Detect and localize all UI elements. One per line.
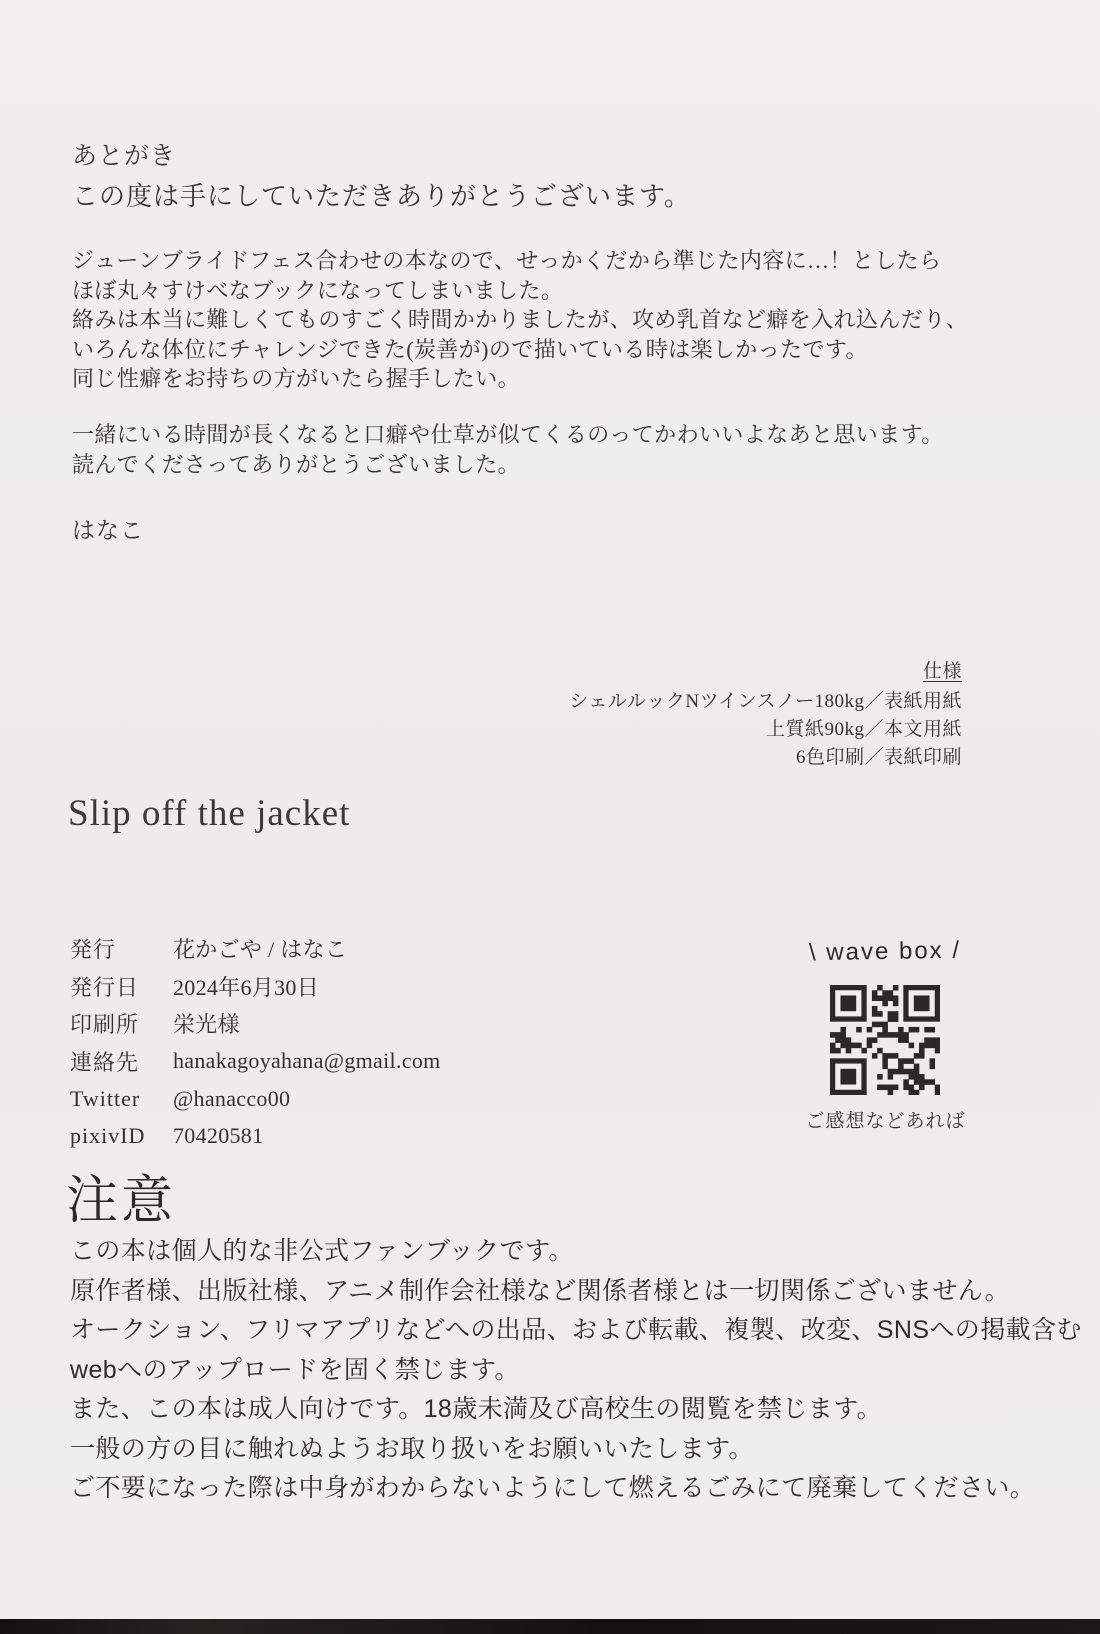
- specs-heading: 仕様: [922, 661, 962, 682]
- colophon-label: 発行: [70, 937, 117, 963]
- colophon-value: 2024年6月30日: [173, 974, 320, 1000]
- colophon-row: [70, 1005, 441, 1043]
- scan-edge-band: [0, 1619, 1100, 1634]
- afterword-line: 読んでくださってありがとうございました。: [72, 451, 521, 477]
- colophon-row: [70, 1118, 441, 1156]
- notice-line: オークション、フリマアプリなどへの出品、および転載、複製、改変、SNSへの掲載含む: [70, 1316, 1082, 1344]
- notice-line: 一般の方の目に触れぬようお取り扱いをお願いいたします。: [70, 1434, 754, 1463]
- afterword-line: 一緒にいる時間が長くなると口癖や仕草が似てくるのってかわいいよなあと思います。: [72, 422, 944, 447]
- afterword-line: 同じ性癖をお持ちの方がいたら握手したい。: [72, 366, 521, 391]
- notice-line: この本は個人的な非公式ファンブックです。: [70, 1237, 574, 1265]
- colophon-value: 栄光様: [173, 1012, 240, 1038]
- notice-line: 原作者様、出版社様、アニメ制作会社様など関係者様とは一切関係ございません。: [70, 1276, 1011, 1305]
- colophon-row: [70, 930, 441, 968]
- wavebox-label: \ wave box /: [808, 936, 962, 967]
- specs-line: シェルルックNツインスノー180kg／表紙用紙: [569, 691, 962, 712]
- specs-line: 上質紙90kg／本文用紙: [765, 719, 962, 740]
- afterword-intro: この度は手にしていただきありがとうございます。: [72, 182, 691, 211]
- notice-line: また、この本は成人向けです。18歳未満及び高校生の閲覧を禁じます。: [70, 1395, 883, 1423]
- afterword-line: いろんな体位にチャレンジできた(炭善が)ので描いている時は楽しかったです。: [72, 336, 868, 362]
- afterword-paragraph-2: [72, 420, 944, 479]
- afterword-line: 絡みは本当に難しくてものすごく時間かかりましたが、攻め乳首など癖を入れ込んだり、: [72, 307, 969, 332]
- colophon-value: 70420581: [173, 1123, 264, 1149]
- colophon-label: Twitter: [70, 1085, 141, 1111]
- author-signature: はなこ: [72, 518, 144, 543]
- qr-code: [830, 985, 940, 1095]
- qr-caption: ご感想などあれば: [805, 1111, 966, 1132]
- afterword-paragraph-1: [72, 246, 968, 394]
- colophon-value: 花かごや / はなこ: [173, 937, 348, 963]
- colophon-label: pixivID: [70, 1123, 146, 1149]
- print-specs: [569, 658, 962, 772]
- afterword-line: ほぼ丸々すけべなブックになってしまいました。: [72, 277, 564, 303]
- colophon-row: [70, 1043, 441, 1081]
- notice-line: webへのアップロードを固く禁じます。: [70, 1355, 520, 1384]
- colophon-label: 発行日: [70, 974, 140, 1000]
- colophon-row: [70, 968, 441, 1006]
- notice-line: ご不要になった際は中身がわからないようにして燃えるごみにて廃棄してください。: [70, 1474, 1036, 1502]
- notice-heading: 注意: [66, 1172, 177, 1230]
- colophon-label: 印刷所: [70, 1012, 140, 1038]
- notice-body: [70, 1232, 1082, 1509]
- colophon-value: hanakagoyahana@gmail.com: [173, 1048, 441, 1074]
- afterword-line: ジューンブライドフェス合わせの本なので、せっかくだから準じた内容に…！としたら: [72, 248, 942, 273]
- colophon: [70, 930, 441, 1155]
- colophon-row: [70, 1080, 441, 1118]
- book-title: Slip off the jacket: [68, 793, 351, 834]
- colophon-label: 連絡先: [70, 1049, 140, 1075]
- specs-line: 6色印刷／表紙印刷: [795, 747, 962, 768]
- colophon-value: @hanacco00: [173, 1085, 291, 1111]
- afterword-heading: あとがき: [72, 143, 177, 170]
